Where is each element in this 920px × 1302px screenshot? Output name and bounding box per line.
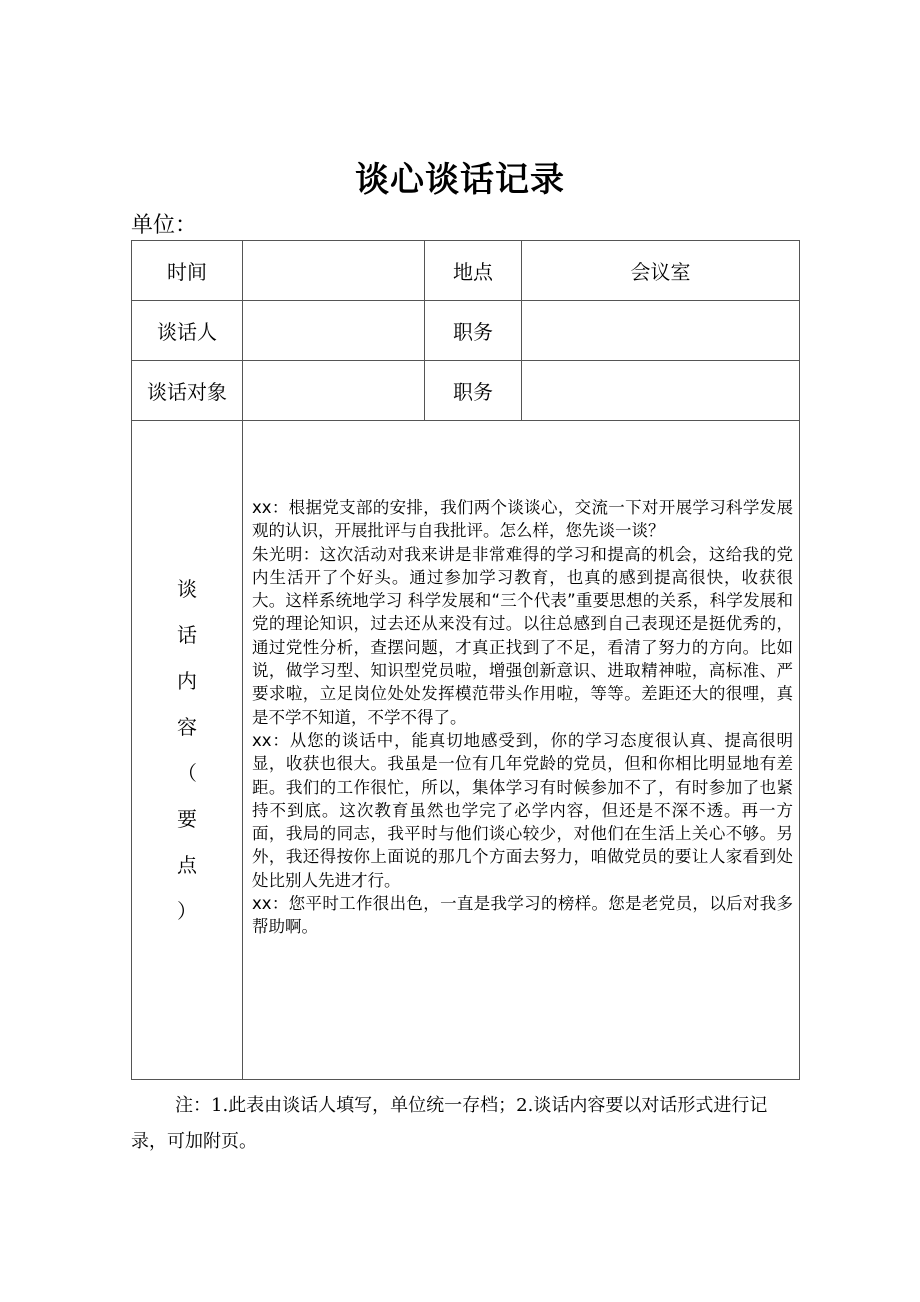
content-label-char: 谈 [177,577,197,601]
location-value: 会议室 [522,241,800,301]
speaker-position-label: 职务 [425,301,522,361]
content-cell [243,421,800,1080]
interviewee-value [243,361,425,421]
conversation-paragraph: xx：从您的谈话中，能真切地感受到，你的学习态度很认真、提高很明显，收获也很大。我虽是一位有几年党龄的党员，但和你相比明显地有差距。我们的工作很忙，所以，集体学习有时候参加不了，有时参加了也紧持不到底。这次教育虽然也学完了必学内容，但还是不深不透。再一方面，我局的同志，我平时与他们谈心较少，对他们在生活上关心不够。另外，我还得按你上面说的那几个方面去努力，咱做党员的要让人家看到处处比别人先进才行。 [252,730,793,890]
conversation-text [243,421,799,939]
table-row-time [132,241,800,301]
content-label-char: 话 [177,623,197,647]
speaker-label: 谈话人 [132,301,243,361]
time-label: 时间 [132,241,243,301]
page-title: 谈心谈话记录 [355,160,565,200]
content-label-char: （ [177,761,197,785]
interviewee-label: 谈话对象 [132,361,243,421]
table-row-speaker [132,301,800,361]
time-value [243,241,425,301]
interviewee-position-label: 职务 [425,361,522,421]
interviewee-position-value [522,361,800,421]
content-label-char: 内 [177,669,197,693]
table-row-content [132,421,800,1080]
record-table [131,240,800,1080]
unit-label: 单位： [131,213,198,238]
content-label-cell [132,421,243,1080]
speaker-position-value [522,301,800,361]
location-label: 地点 [425,241,522,301]
conversation-paragraph: xx：您平时工作很出色，一直是我学习的榜样。您是老党员，以后对我多帮助啊。 [252,894,793,937]
footnote: 注：1.此表由谈话人填写，单位统一存档；2.谈话内容要以对话形式进行记录，可加附页。 [131,1095,768,1152]
content-label-char: ） [177,899,197,923]
content-label-char: 容 [177,715,197,739]
conversation-paragraph: xx：根据党支部的安排，我们两个谈谈心，交流一下对开展学习科学发展观的认识，开展批评与自我批评。怎么样，您先谈一谈？ [252,498,793,541]
content-label-char: 要 [177,807,197,831]
content-label [132,575,242,925]
content-label-char: 点 [177,853,197,877]
table-row-interviewee [132,361,800,421]
conversation-paragraph: 朱光明：这次活动对我来讲是非常难得的学习和提高的机会，这给我的党内生活开了个好头。通过参加学习教育，也真的感到提高很快，收获很大。这样系统地学习 科学发展和“三个代表”重要思想的关系，科学发展和党的理论知识，过去还从来没有过。以往总感到自己表现还是挺优秀的，通过党性分析，查摆问题，才真正找到了不足，看清了努力的方向。比如说，做学习型、知识型党员啦，增强创新意识、进取精神啦，高标准、严要求啦，立足岗位处处发挥模范带头作用啦，等等。差距还大的很哩，真是不学不知道，不学不得了。 [252,544,793,727]
speaker-value [243,301,425,361]
